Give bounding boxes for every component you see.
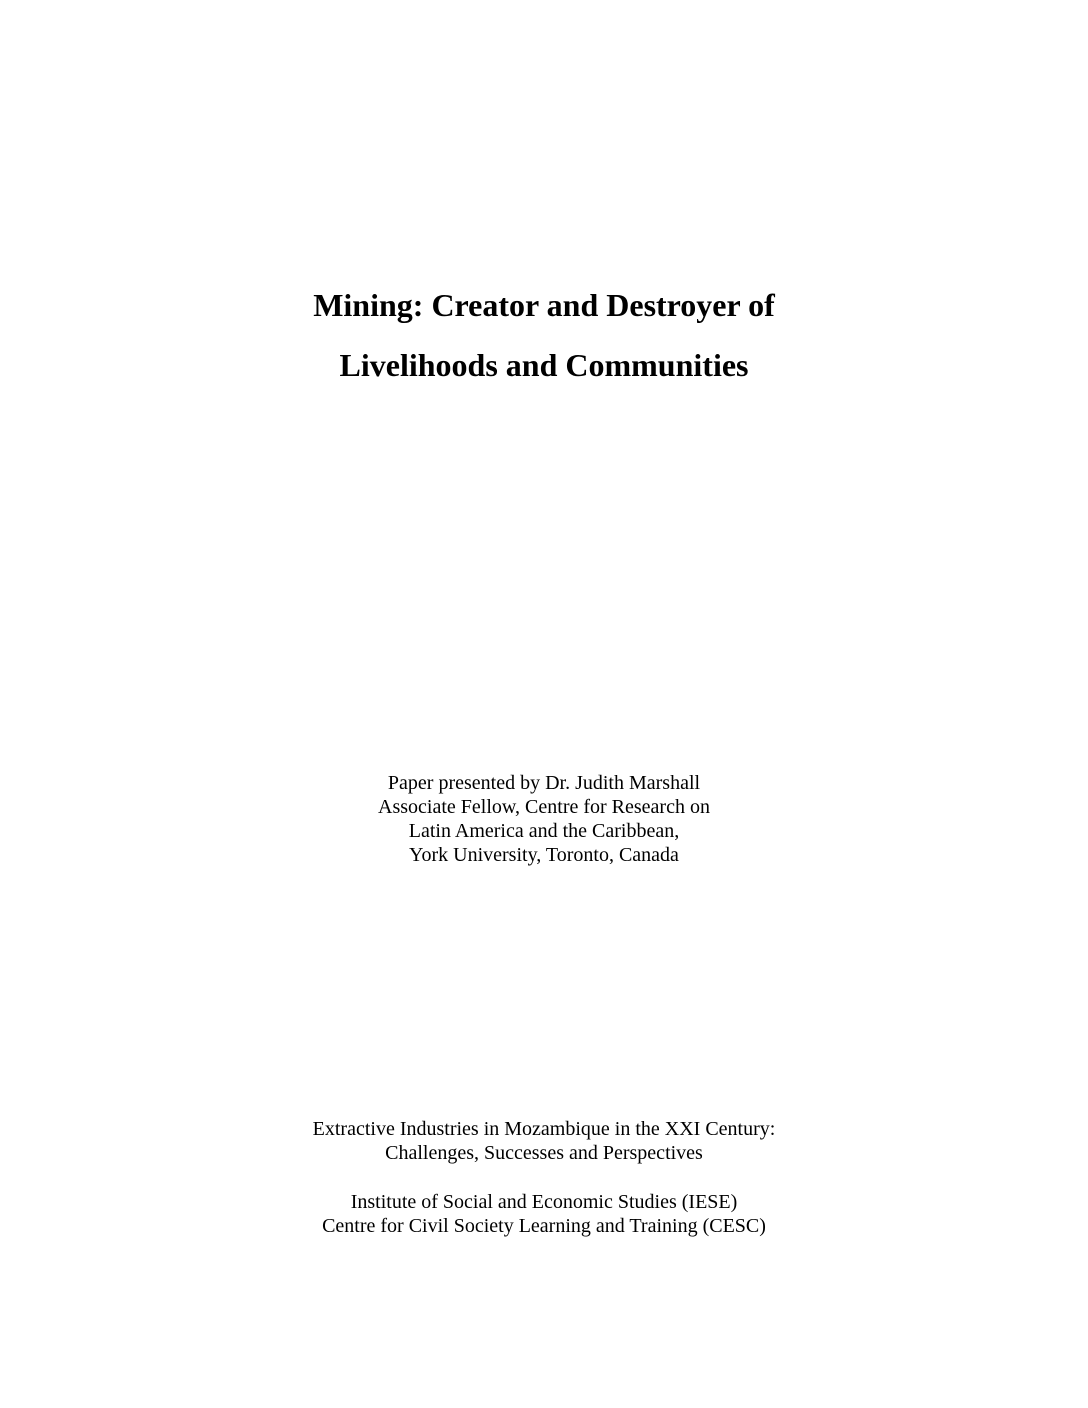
author-block [0,771,1088,867]
institutes-block [0,1190,1088,1238]
conference-block [0,1117,1088,1165]
author-affiliation-line: Associate Fellow, Centre for Research on [378,796,710,818]
author-line: Paper presented by Dr. Judith Marshall [387,772,701,794]
conference-subtitle-line: Challenges, Successes and Perspectives [385,1142,703,1164]
institute-line: Institute of Social and Economic Studies (IESE) [350,1191,738,1213]
institute-line: Centre for Civil Society Learning and Training (CESC) [322,1215,766,1237]
title-line-1: Mining: Creator and Destroyer of [313,287,775,323]
author-affiliation-line: York University, Toronto, Canada [409,844,679,866]
conference-title-line: Extractive Industries in Mozambique in the XXI Century: [312,1118,776,1140]
title-line-2: Livelihoods and Communities [339,347,749,383]
author-affiliation-line: Latin America and the Caribbean, [408,820,680,842]
